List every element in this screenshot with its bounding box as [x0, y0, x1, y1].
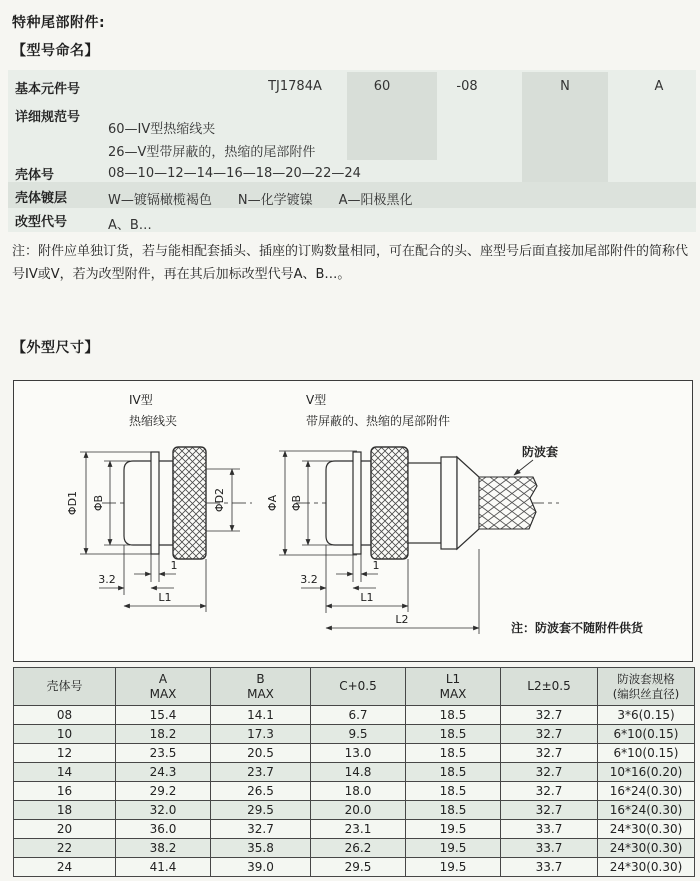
table-cell: 33.7: [501, 820, 598, 839]
code-shell: -08: [456, 79, 478, 94]
table-cell: 39.0: [211, 858, 311, 877]
table-cell: 41.4: [116, 858, 211, 877]
table-row-shell-24: [14, 858, 695, 877]
table-cell: 23.1: [311, 820, 406, 839]
table-cell: 15.4: [116, 706, 211, 725]
column-header-0: 壳体号: [14, 668, 116, 706]
table-cell: 29.2: [116, 782, 211, 801]
table-row-shell-22: [14, 839, 695, 858]
table-cell: 32.7: [501, 706, 598, 725]
braid-callout-label: 防波套: [522, 445, 559, 459]
outline-drawing-box: [13, 380, 693, 662]
right-b-label: ΦB: [290, 494, 303, 512]
left-body: [124, 461, 173, 545]
left-knurl: [173, 447, 206, 559]
right-type-title: V型: [306, 393, 327, 407]
outline-drawing: [14, 381, 694, 663]
column-header-5: L2±0.5: [501, 668, 598, 706]
table-cell: 29.5: [211, 801, 311, 820]
right-dim32-label: 3.2: [300, 573, 318, 586]
row-label-mod: 改型代号: [15, 215, 68, 230]
table-row-shell-14: [14, 763, 695, 782]
right-knurl: [371, 447, 408, 559]
table-cell: 16*24(0.30): [598, 782, 695, 801]
table-cell: 20: [14, 820, 116, 839]
table-cell: 23.5: [116, 744, 211, 763]
left-b-label: ΦB: [92, 494, 105, 512]
table-cell: 16*24(0.30): [598, 801, 695, 820]
right-cone: [457, 457, 479, 549]
table-row-shell-16: [14, 782, 695, 801]
model-naming-table: [8, 70, 696, 232]
right-l1-label: L1: [360, 591, 374, 604]
table-cell: 18.2: [116, 725, 211, 744]
column-header-3: C+0.5: [311, 668, 406, 706]
table-cell: 24.3: [116, 763, 211, 782]
plating-option-n: N—化学镀镍: [237, 193, 313, 208]
table-cell: 13.0: [311, 744, 406, 763]
table-cell: 3*6(0.15): [598, 706, 695, 725]
braid-supply-note: 注：防波套不随附件供货: [511, 621, 644, 635]
left-type-title: IV型: [129, 393, 153, 407]
left-d2-label: ΦD2: [213, 487, 226, 513]
table-cell: 18.5: [406, 706, 501, 725]
table-cell: 24*30(0.30): [598, 820, 695, 839]
table-cell: 35.8: [211, 839, 311, 858]
table-cell: 32.7: [501, 801, 598, 820]
right-cylinder: [408, 463, 441, 543]
section-heading-naming: 【型号命名】: [12, 43, 99, 59]
column-header-2: B MAX: [211, 668, 311, 706]
table-cell: 18: [14, 801, 116, 820]
table-cell: 19.5: [406, 839, 501, 858]
table-cell: 14.1: [211, 706, 311, 725]
left-l1-label: L1: [158, 591, 172, 604]
table-cell: 29.5: [311, 858, 406, 877]
table-row-shell-18: [14, 801, 695, 820]
table-cell: 16: [14, 782, 116, 801]
table-cell: 18.0: [311, 782, 406, 801]
table-cell: 23.7: [211, 763, 311, 782]
table-cell: 14.8: [311, 763, 406, 782]
table-cell: 32.7: [501, 782, 598, 801]
shell-numbers: 08—10—12—14—16—18—20—22—24: [108, 166, 361, 181]
row-label-spec: 详细规范号: [15, 110, 81, 125]
left-flange: [151, 452, 159, 554]
table-cell: 32.7: [501, 725, 598, 744]
right-a-label: ΦA: [266, 494, 279, 512]
table-cell: 10: [14, 725, 116, 744]
spec-line-2: 26—V型带屏蔽的，热缩的尾部附件: [108, 145, 316, 160]
dimensions-table-body: [14, 706, 695, 877]
spec-line-1: 60—IV型热缩线夹: [108, 122, 216, 137]
table-cell: 36.0: [116, 820, 211, 839]
right-type-subtitle: 带屏蔽的、热缩的尾部附件: [306, 414, 451, 428]
table-cell: 18.5: [406, 744, 501, 763]
mod-codes: A、B…: [108, 218, 152, 233]
right-washer: [441, 457, 457, 549]
plating-options: [108, 189, 413, 208]
code-plating: N: [560, 79, 570, 94]
column-header-6: 防波套规格 (编织丝直径): [598, 668, 695, 706]
dimensions-header-row: [14, 668, 695, 706]
table-cell: 33.7: [501, 839, 598, 858]
table-cell: 38.2: [116, 839, 211, 858]
right-dim1-label: 1: [372, 559, 380, 572]
table-cell: 14: [14, 763, 116, 782]
ordering-note: 注：附件应单独订货，若与能相配套插头、插座的订购数量相同，可在配合的头、座型号后面直接加尾部附件的简称代号IV或V，若为改型附件，再在其后加标改型代号A、B…。: [12, 244, 689, 282]
code-spec: 60: [373, 79, 391, 94]
table-cell: 19.5: [406, 820, 501, 839]
table-cell: 6*10(0.15): [598, 744, 695, 763]
table-cell: 32.7: [501, 763, 598, 782]
column-header-1: A MAX: [116, 668, 211, 706]
table-cell: 22: [14, 839, 116, 858]
table-row-shell-10: [14, 725, 695, 744]
table-cell: 24*30(0.30): [598, 839, 695, 858]
table-cell: 6*10(0.15): [598, 725, 695, 744]
right-body: [326, 461, 371, 545]
right-flange: [353, 452, 361, 554]
section-heading-outline: 【外型尺寸】: [12, 340, 99, 356]
page-title: 特种尾部附件:: [12, 15, 106, 31]
table-cell: 18.5: [406, 725, 501, 744]
table-cell: 26.5: [211, 782, 311, 801]
left-dim1-label: 1: [170, 559, 178, 572]
table-cell: 18.5: [406, 782, 501, 801]
plating-option-a: A—阳极黑化: [338, 193, 413, 208]
code-base-part: TJ1784A: [268, 79, 322, 94]
table-cell: 6.7: [311, 706, 406, 725]
table-cell: 19.5: [406, 858, 501, 877]
table-cell: 24*30(0.30): [598, 858, 695, 877]
column-header-4: L1 MAX: [406, 668, 501, 706]
dimensions-table: [13, 667, 695, 877]
left-type-subtitle: 热缩线夹: [129, 414, 178, 428]
table-row-shell-12: [14, 744, 695, 763]
table-cell: 10*16(0.20): [598, 763, 695, 782]
highlight-band-spec: [347, 72, 437, 160]
row-label-plating: 壳体镀层: [15, 191, 68, 206]
table-cell: 32.0: [116, 801, 211, 820]
table-cell: 9.5: [311, 725, 406, 744]
plating-option-w: W—镀镉橄榄褐色: [108, 193, 212, 208]
table-row-shell-08: [14, 706, 695, 725]
right-braid: [479, 477, 537, 529]
dimensions-table-head: [14, 668, 695, 706]
braid-callout-leader: [514, 460, 533, 475]
table-cell: 20.0: [311, 801, 406, 820]
table-cell: 17.3: [211, 725, 311, 744]
row-label-shell: 壳体号: [15, 168, 55, 183]
table-row-shell-20: [14, 820, 695, 839]
table-cell: 32.7: [211, 820, 311, 839]
table-cell: 18.5: [406, 801, 501, 820]
left-d1-label: ΦD1: [66, 490, 79, 516]
code-mod: A: [654, 79, 664, 94]
table-cell: 32.7: [501, 744, 598, 763]
right-l2-label: L2: [395, 613, 409, 626]
table-cell: 26.2: [311, 839, 406, 858]
table-cell: 20.5: [211, 744, 311, 763]
table-cell: 18.5: [406, 763, 501, 782]
table-cell: 08: [14, 706, 116, 725]
table-cell: 12: [14, 744, 116, 763]
table-cell: 24: [14, 858, 116, 877]
left-dim32-label: 3.2: [98, 573, 116, 586]
row-label-base-part: 基本元件号: [15, 82, 81, 97]
table-cell: 33.7: [501, 858, 598, 877]
